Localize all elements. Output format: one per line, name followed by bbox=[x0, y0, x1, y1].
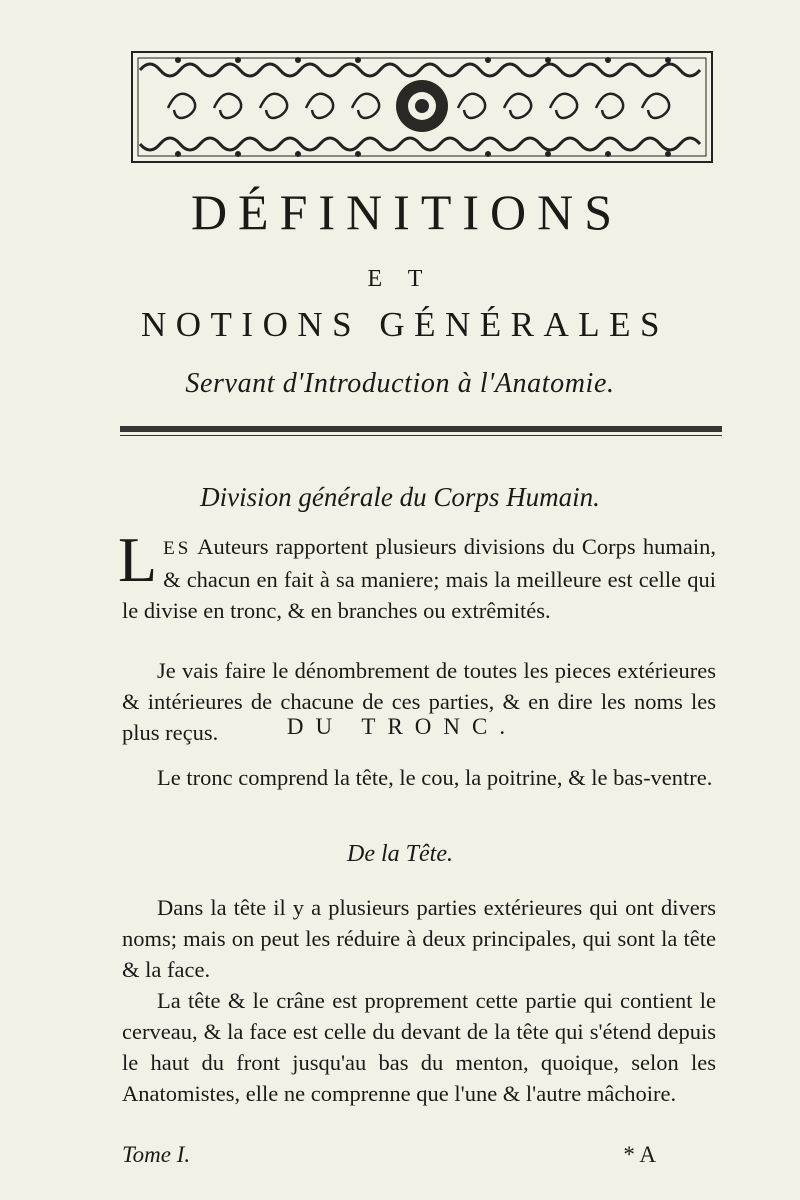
heading-tete: De la Tête. bbox=[347, 841, 453, 867]
divider-thin bbox=[120, 435, 722, 436]
paragraph-3: Le tronc comprend la tête, le cou, la poitrine, & le bas-ventre. bbox=[157, 765, 713, 790]
drop-cap: L bbox=[118, 524, 158, 595]
title-conjunction: E T bbox=[367, 266, 433, 292]
paragraph-4: Dans la tête il y a plusieurs parties extérieures qui ont divers noms; mais on peut les réduire à deux principales, qui sont la tête & la face. bbox=[122, 895, 716, 982]
page-footer bbox=[122, 1142, 716, 1168]
paragraph-2: Je vais faire le dénombrement de toutes les pieces extérieures & intérieures de chacune de ces parties, & en dire les noms les plus reçus. bbox=[122, 658, 716, 745]
paragraph-1-smallcaps: ES bbox=[163, 538, 192, 559]
page-title: DÉFINITIONS bbox=[190, 184, 624, 240]
heading-tronc: DU TRONC. bbox=[286, 714, 518, 739]
paragraph-5: La tête & le crâne est proprement cette partie qui contient le cerveau, & la face est celle du devant de la tête qui s'étend depuis le haut du front jusqu'au bas du menton, quoique, selon les Anatomistes, elle ne comprenne que l'une & l'autre mâchoire. bbox=[122, 988, 716, 1106]
page-subtitle: NOTIONS GÉNÉRALES bbox=[140, 305, 669, 344]
page-subtitle-italic: Servant d'Introduction à l'Anatomie. bbox=[185, 368, 615, 399]
paragraph-1-text: Auteurs rapportent plusieurs divisions du Corps humain, & chacun en fait à sa maniere; mais la meilleure est celle qui le divise en tronc, & en branches ou extrêmités. bbox=[122, 534, 716, 623]
section-title: Division générale du Corps Humain. bbox=[200, 482, 600, 512]
signature-mark: * A bbox=[623, 1142, 656, 1167]
divider-thick bbox=[120, 426, 722, 432]
volume-label: Tome I. bbox=[122, 1142, 191, 1167]
ornamental-headband-icon bbox=[128, 48, 716, 166]
paragraph-1 bbox=[118, 524, 716, 626]
